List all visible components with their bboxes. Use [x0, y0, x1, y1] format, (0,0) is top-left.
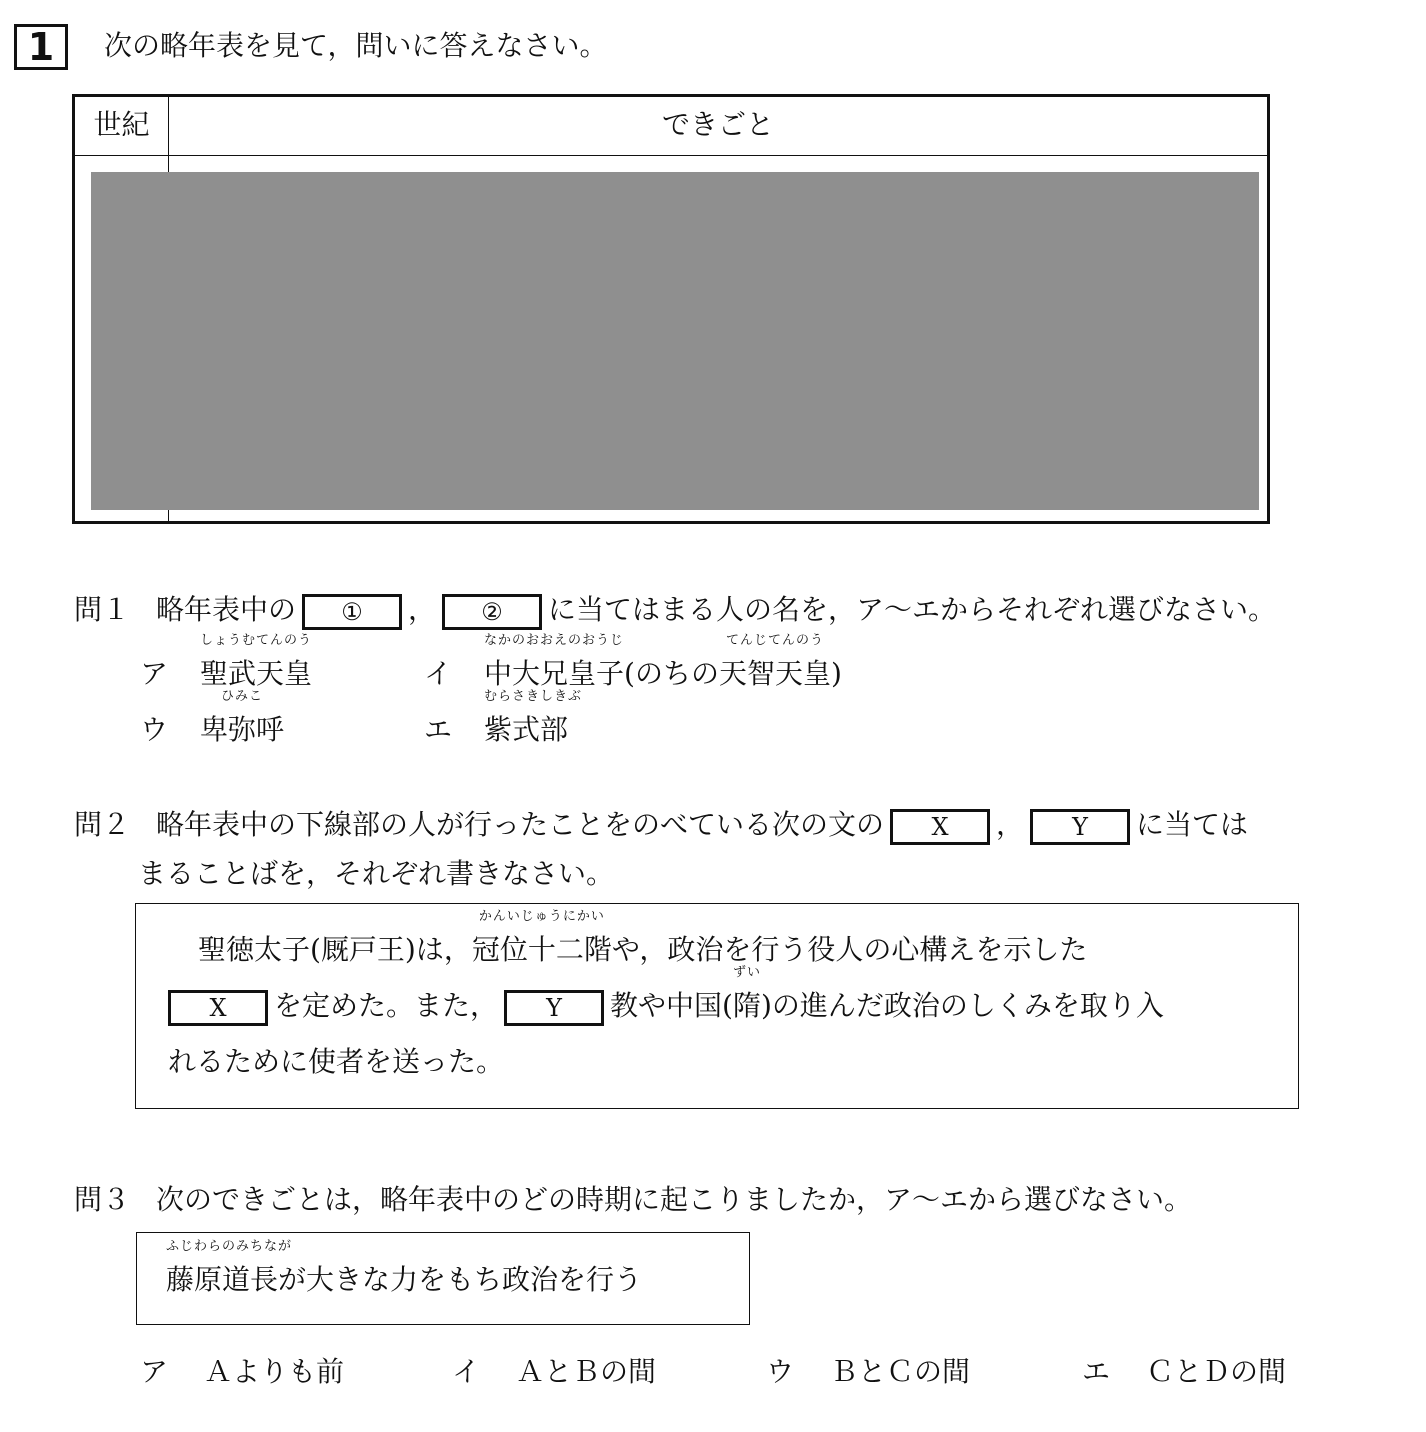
- option-mark: イ: [424, 657, 453, 690]
- furigana: てんじてんのう: [725, 633, 824, 648]
- q1-option-e: [424, 710, 452, 750]
- q1-comma: ，: [408, 593, 437, 626]
- question-number-box: 1: [14, 24, 68, 70]
- q3-option-e: エ ＣとＤの間: [1082, 1355, 1287, 1388]
- furigana: ふじわらのみちなが: [166, 1239, 293, 1254]
- timeline-table: [72, 94, 1270, 524]
- furigana: かんいじゅうにかい: [478, 909, 605, 924]
- furigana: なかのおおえのおうじ: [484, 633, 625, 648]
- q2-label: 問２: [74, 808, 131, 841]
- instruction-text: 次の略年表を見て，問いに答えなさい。: [104, 29, 608, 62]
- q1-prompt: [74, 590, 1276, 630]
- q3-event-text: ふじわらのみちなが 藤原道長が大きな力をもち政治を行う: [166, 1239, 643, 1296]
- q2-passage-line-1: 聖徳太子(厩戸王)は， かんいじゅうにかい 冠位十二階や，政治を行う役人の心構えを示した: [198, 909, 1088, 966]
- q1-option-u-name: ひみこ 卑弥呼: [200, 689, 285, 746]
- q2-blank-y: Y: [1030, 809, 1130, 845]
- furigana: ずい: [732, 965, 761, 980]
- q2-blank-x: X: [890, 809, 990, 845]
- redacted-timeline-content: [91, 172, 1259, 510]
- q1-text-b: に当てはまる人の名を，ア～エからそれぞれ選びなさい。: [548, 593, 1277, 626]
- q2-passage-line-2: X を定めた。また， Y 教や中国( ずい 隋)の進んだ政治のしくみを取り入: [162, 986, 1164, 1026]
- passage-blank-y: Y: [504, 990, 604, 1026]
- furigana: ひみこ: [221, 689, 264, 704]
- passage-blank-x: X: [168, 990, 268, 1026]
- q3-label: 問３: [74, 1183, 131, 1216]
- q2-prompt-cont: まることばを，それぞれ書きなさい。: [138, 857, 615, 890]
- q1-option-u: [140, 710, 168, 750]
- q1-blank-1: ①: [302, 594, 402, 630]
- column-header-events: できごと: [661, 108, 774, 141]
- option-mark: エ: [424, 713, 453, 746]
- column-header-century: 世紀: [93, 108, 150, 141]
- q1-option-i-name: なかのおおえのおうじ 中大兄皇子(のちの てんじてんのう 天智天皇): [484, 633, 842, 690]
- q1-text-a: 略年表中の: [156, 593, 297, 626]
- q1-label: 問１: [74, 593, 131, 626]
- q3-prompt: 問３ 次のできごとは，略年表中のどの時期に起こりましたか，ア～エから選びなさい。: [74, 1183, 1193, 1216]
- q3-option-a: ア Ａよりも前: [140, 1355, 345, 1388]
- furigana: むらさきしきぶ: [484, 689, 583, 704]
- q1-option-i: [424, 654, 452, 694]
- q1-blank-2: ②: [442, 594, 542, 630]
- furigana: しょうむてんのう: [200, 633, 313, 648]
- q2-passage-line-3: れるために使者を送った。: [168, 1045, 505, 1078]
- q3-option-u: ウ ＢとＣの間: [766, 1355, 971, 1388]
- q1-option-a-name: しょうむてんのう 聖武天皇: [200, 633, 313, 690]
- q1-option-e-name: むらさきしきぶ 紫式部: [484, 689, 583, 746]
- option-mark: ウ: [140, 713, 169, 746]
- option-mark: ア: [140, 657, 169, 690]
- q2-prompt: 問２ 略年表中の下線部の人が行ったことをのべている次の文の X ， Y に当ては: [74, 805, 1248, 845]
- q1-option-a: [140, 654, 168, 694]
- q3-option-i: イ ＡとＢの間: [452, 1355, 657, 1388]
